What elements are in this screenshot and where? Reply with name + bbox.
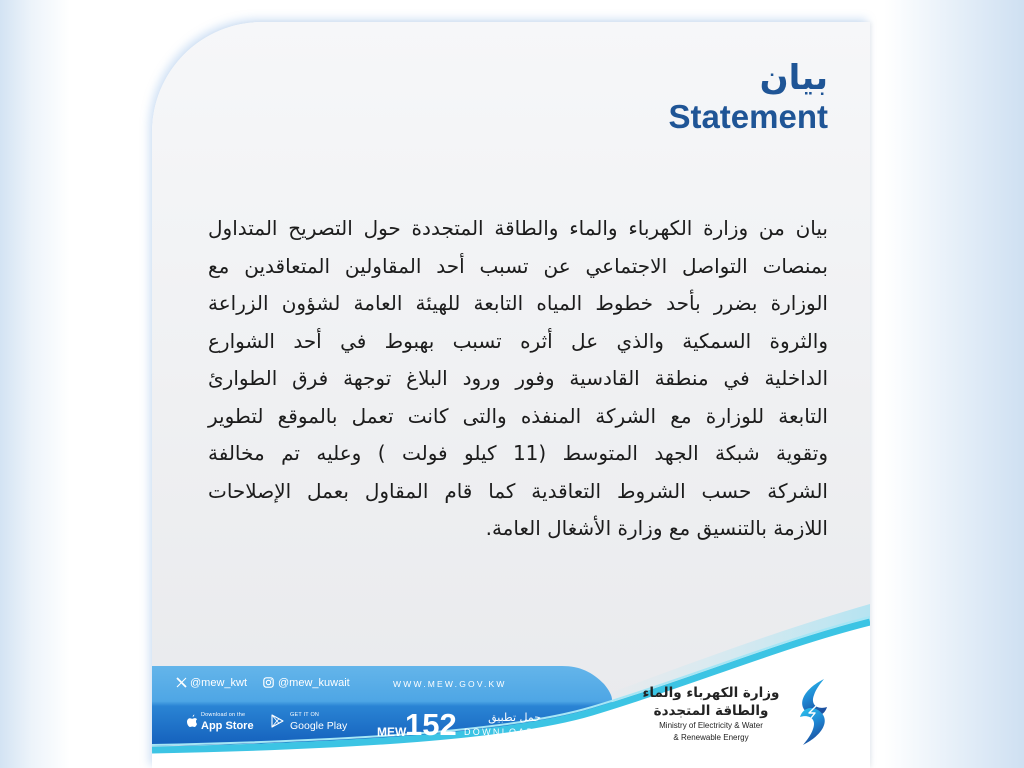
app-download-label-english: DOWNLOAD (464, 727, 536, 737)
body-line: بيان من وزارة الكهرباء والماء والطاقة المتجددة حول التصريح المتداول (208, 216, 828, 240)
app-download-label-arabic: حمل تطبيق (488, 711, 541, 724)
google-play-icon (271, 714, 284, 728)
app-store-caption: Download on the (201, 712, 246, 718)
app-name-number: 152 (405, 707, 457, 742)
background-blur-left (0, 0, 70, 768)
google-play-label: Google Play (290, 720, 348, 732)
x-icon (176, 677, 187, 688)
body-line: الشركة حسب الشروط التعاقدية كما قام المقاول بعمل الإصلاحات (208, 478, 828, 503)
ministry-name-en-line1: Ministry of Electricity & Water (659, 721, 763, 730)
statement-body (208, 210, 828, 548)
body-line: وتقوية شبكة الجهد المتوسط (11 كيلو فولت ) وعليه تم مخالفة (208, 441, 828, 465)
body-line: والثروة السمكية والذي عل أثره تسبب بهبوط في أحد الشوارع (208, 328, 828, 353)
body-line: بمنصات التواصل الاجتماعي عن تسبب أحد المقاولين المتعاقدين مع (208, 253, 828, 278)
ministry-swirl-logo-icon (788, 677, 838, 747)
google-play-caption: GET IT ON (290, 712, 320, 718)
body-line: الوزارة بضرر بأحد خطوط المياه التابعة للهيئة العامة لشؤون الزراعة (208, 291, 828, 315)
ministry-name (638, 684, 784, 744)
x-handle: @mew_kwt (190, 677, 248, 689)
title-arabic: بيان (759, 58, 828, 98)
app-name-prefix: MEW (377, 725, 407, 739)
website-url: WWW.MEW.GOV.KW (393, 679, 507, 689)
instagram-handle: @mew_kuwait (278, 677, 350, 689)
body-line: اللازمة بالتنسيق مع وزارة الأشغال العامة. (485, 516, 828, 540)
body-line: الداخلية في منطقة القادسية وفور ورود البلاغ توجهة فرق الطوارئ (208, 366, 828, 390)
ministry-name-en-line2: & Renewable Energy (673, 733, 749, 742)
title-english: Statement (668, 98, 828, 135)
background-blur-right (884, 0, 1024, 768)
app-store-label: App Store (201, 720, 254, 732)
ministry-name-ar-line2: والطاقة المتجددة (653, 703, 769, 719)
instagram-icon (263, 677, 274, 688)
ministry-name-ar-line1: وزارة الكهرباء والماء (642, 685, 780, 701)
body-line: التابعة للوزارة مع الشركة المنفذه والتى كانت تعمل بالموقع لتطوير (208, 403, 828, 428)
apple-icon (186, 714, 198, 728)
